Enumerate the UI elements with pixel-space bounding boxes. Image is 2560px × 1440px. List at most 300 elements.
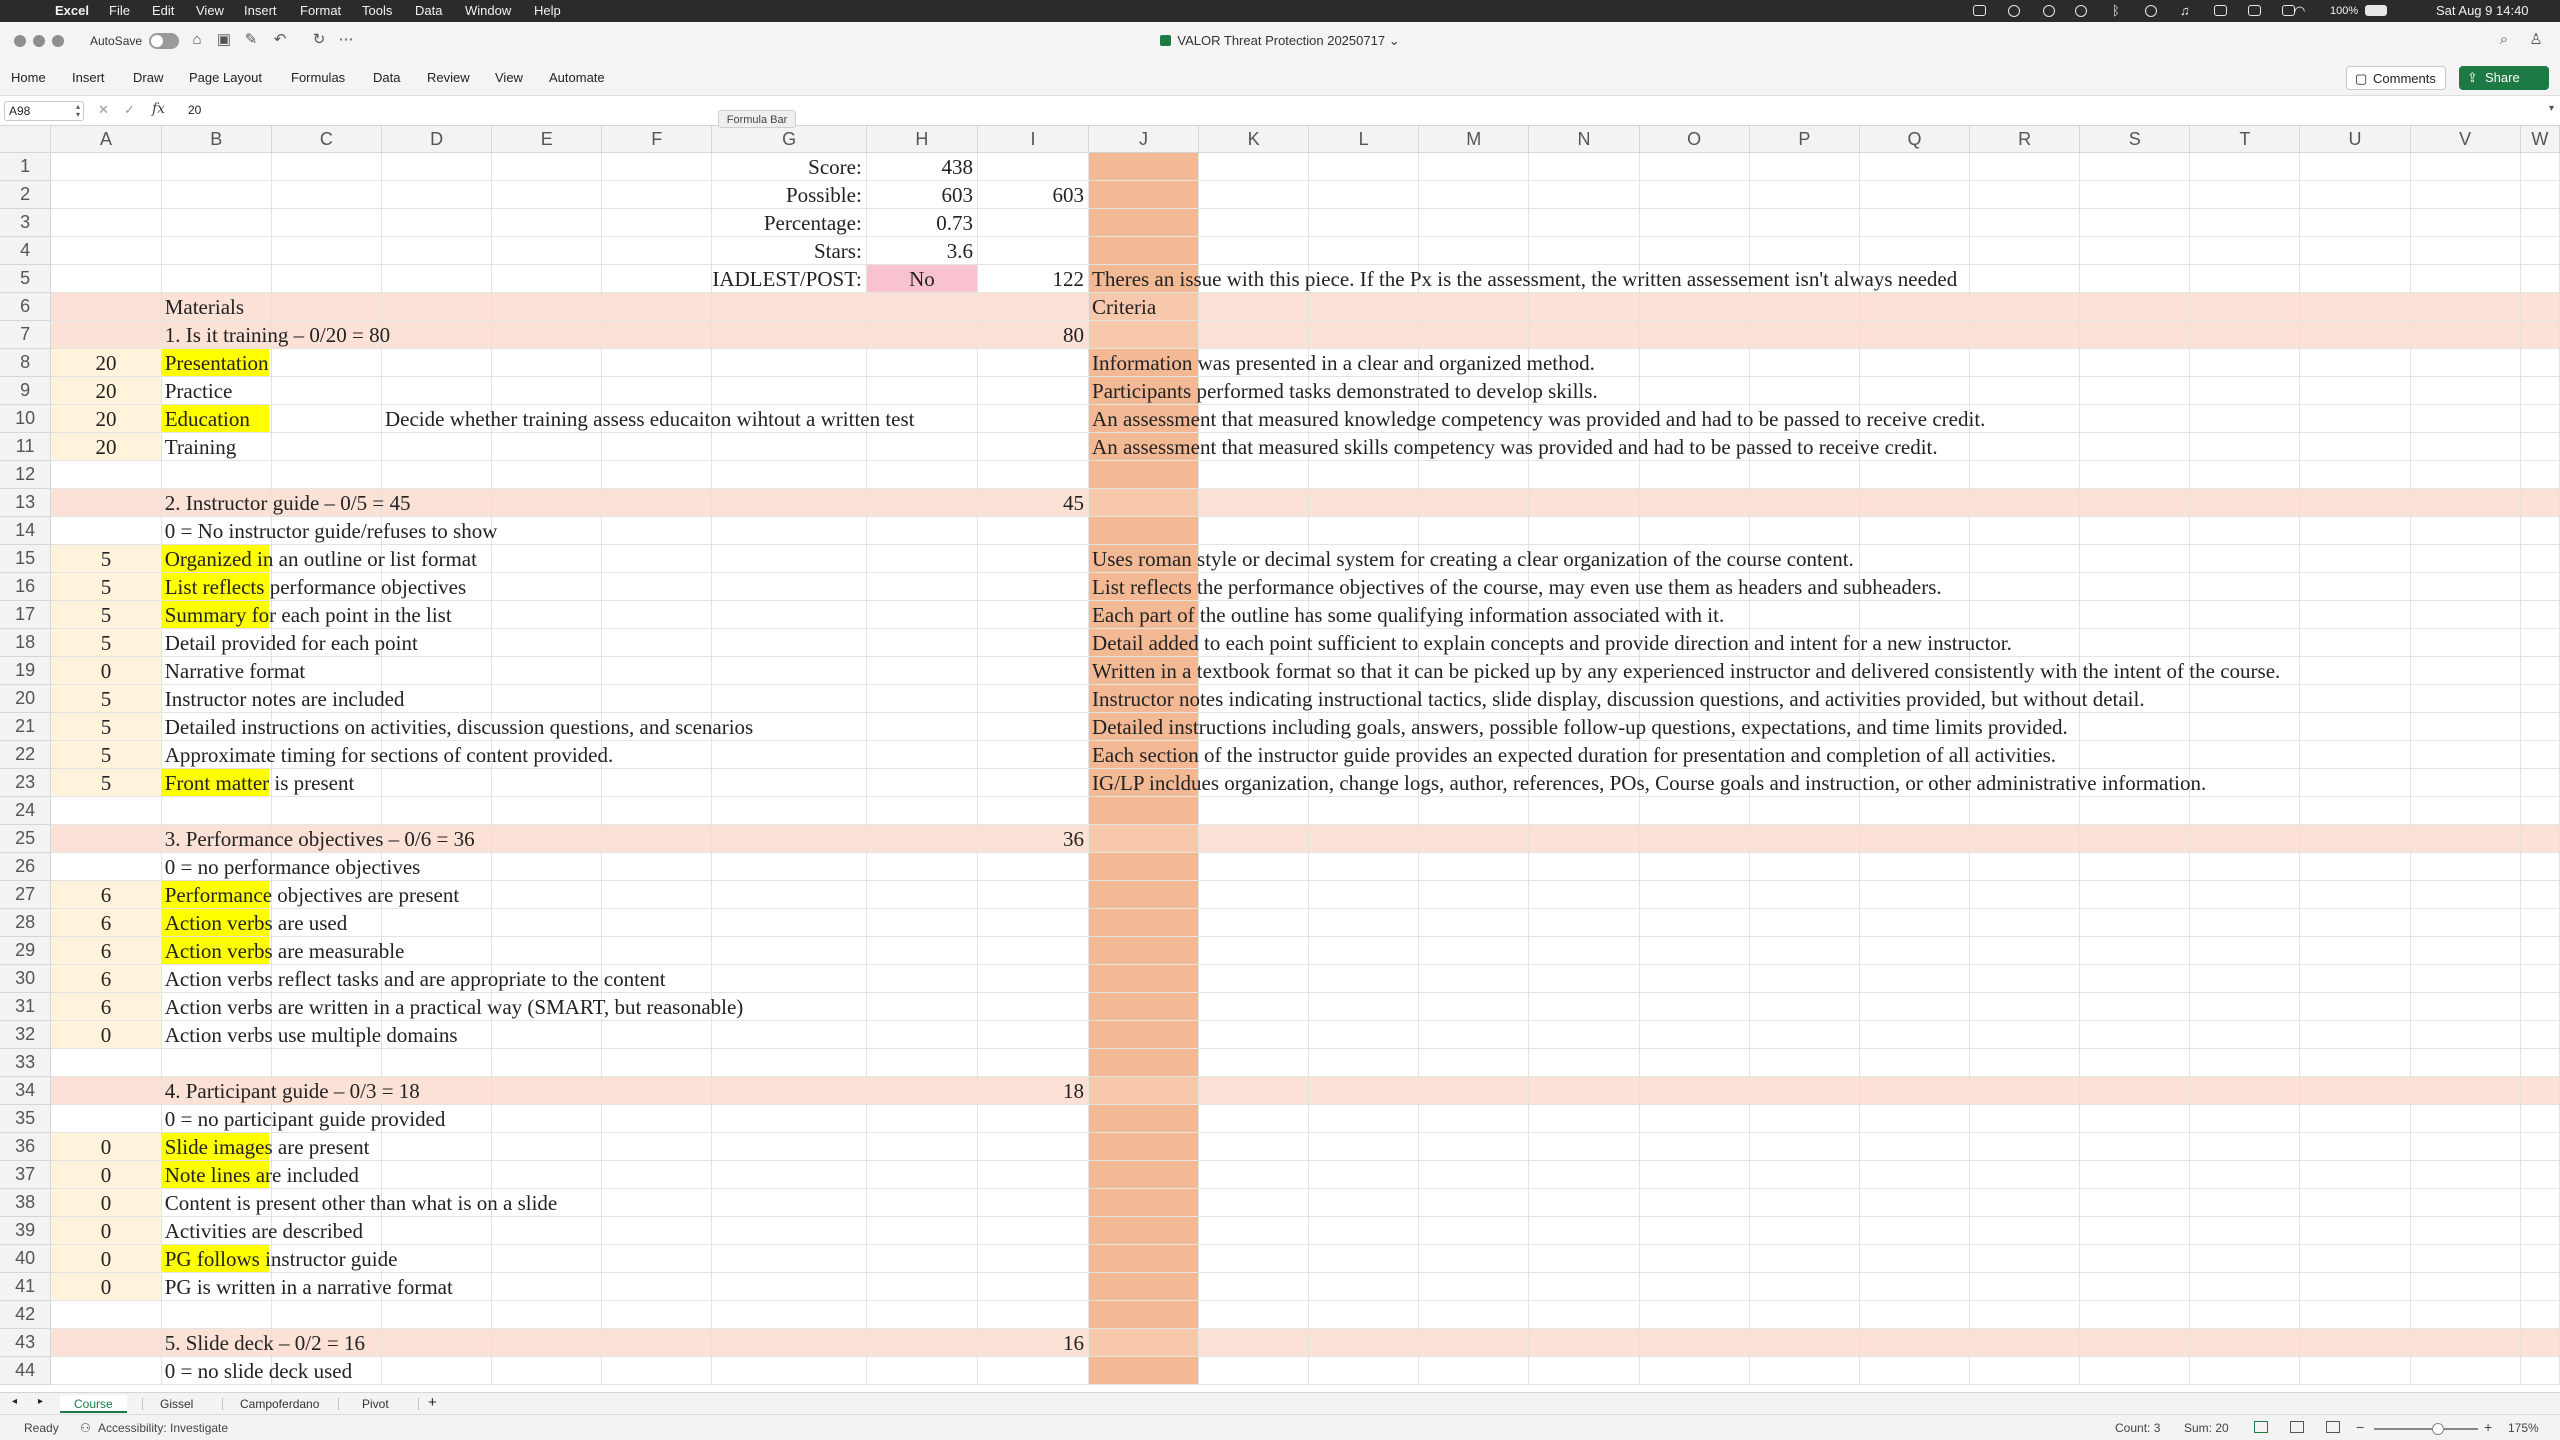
cell-l33[interactable] xyxy=(1309,1049,1419,1077)
cell-w7[interactable] xyxy=(2520,321,2559,349)
cell-r32[interactable] xyxy=(1970,1021,2080,1049)
cell-e34[interactable] xyxy=(492,1077,602,1105)
cell-k36[interactable] xyxy=(1199,1133,1309,1161)
cell-e32[interactable] xyxy=(492,1021,602,1049)
cell-b1[interactable] xyxy=(161,153,271,181)
row-header[interactable]: 26 xyxy=(0,853,51,881)
cell-u10[interactable] xyxy=(2300,405,2410,433)
cell-g25[interactable] xyxy=(712,825,866,853)
cell-a24[interactable] xyxy=(51,797,161,825)
cell-t42[interactable] xyxy=(2190,1301,2300,1329)
cell-b28[interactable] xyxy=(161,909,348,937)
cell-f9[interactable] xyxy=(602,377,712,405)
cell-a30[interactable] xyxy=(51,965,161,993)
cell-r10[interactable] xyxy=(1970,405,2080,433)
cell-h27[interactable] xyxy=(866,881,977,909)
wifi-icon[interactable]: ◠ xyxy=(2294,3,2306,18)
cell-f14[interactable] xyxy=(602,517,712,545)
cell-q7[interactable] xyxy=(1859,321,1969,349)
cell-n3[interactable] xyxy=(1529,209,1639,237)
cell-e17[interactable] xyxy=(492,601,602,629)
cell-u24[interactable] xyxy=(2300,797,2410,825)
cell-a42[interactable] xyxy=(51,1301,161,1329)
cell-w44[interactable] xyxy=(2520,1357,2559,1385)
cell-r7[interactable] xyxy=(1970,321,2080,349)
cell-v15[interactable] xyxy=(2410,545,2520,573)
cell-q44[interactable] xyxy=(1859,1357,1969,1385)
cell-h24[interactable] xyxy=(866,797,977,825)
cell-k6[interactable] xyxy=(1199,293,1309,321)
cell-w11[interactable] xyxy=(2520,433,2559,461)
cell-v6[interactable] xyxy=(2410,293,2520,321)
cell-q32[interactable] xyxy=(1859,1021,1969,1049)
column-header-e[interactable]: E xyxy=(492,126,602,153)
cell-r12[interactable] xyxy=(1970,461,2080,489)
cell-j33[interactable] xyxy=(1089,1049,1199,1077)
cell-w34[interactable] xyxy=(2520,1077,2559,1105)
cell-v11[interactable] xyxy=(2410,433,2520,461)
cell-h26[interactable] xyxy=(866,853,977,881)
cell-f2[interactable] xyxy=(602,181,712,209)
cell-r35[interactable] xyxy=(1970,1105,2080,1133)
cell-p39[interactable] xyxy=(1749,1217,1859,1245)
menu-file[interactable]: File xyxy=(109,3,130,18)
cell-g5[interactable] xyxy=(712,265,866,293)
cell-t39[interactable] xyxy=(2190,1217,2300,1245)
cell-a5[interactable] xyxy=(51,265,161,293)
select-all-corner[interactable] xyxy=(0,126,51,153)
cell-l36[interactable] xyxy=(1309,1133,1419,1161)
cell-v40[interactable] xyxy=(2410,1245,2520,1273)
cell-p29[interactable] xyxy=(1749,937,1859,965)
cell-a25[interactable] xyxy=(51,825,161,853)
cell-o8[interactable] xyxy=(1639,349,1749,377)
cell-t28[interactable] xyxy=(2190,909,2300,937)
cell-r42[interactable] xyxy=(1970,1301,2080,1329)
cell-i42[interactable] xyxy=(978,1301,1089,1329)
cell-s27[interactable] xyxy=(2080,881,2190,909)
cell-t41[interactable] xyxy=(2190,1273,2300,1301)
cell-s41[interactable] xyxy=(2080,1273,2190,1301)
cell-i13[interactable] xyxy=(978,489,1089,517)
cell-u30[interactable] xyxy=(2300,965,2410,993)
cell-d9[interactable] xyxy=(382,377,492,405)
cell-c12[interactable] xyxy=(271,461,381,489)
cell-i44[interactable] xyxy=(978,1357,1089,1385)
cell-g15[interactable] xyxy=(712,545,866,573)
cell-i28[interactable] xyxy=(978,909,1089,937)
cell-m26[interactable] xyxy=(1419,853,1529,881)
cell-o12[interactable] xyxy=(1639,461,1749,489)
cell-s15[interactable] xyxy=(2080,545,2190,573)
tab-home[interactable]: Home xyxy=(11,70,46,85)
minimize-window-button[interactable] xyxy=(33,35,45,47)
page-layout-view-icon[interactable] xyxy=(2290,1421,2304,1433)
cell-s5[interactable] xyxy=(2080,265,2190,293)
cell-r38[interactable] xyxy=(1970,1189,2080,1217)
cell-d6[interactable] xyxy=(382,293,492,321)
cell-l6[interactable] xyxy=(1309,293,1419,321)
cell-w43[interactable] xyxy=(2520,1329,2559,1357)
cell-r24[interactable] xyxy=(1970,797,2080,825)
cell-h16[interactable] xyxy=(866,573,977,601)
cell-i34[interactable] xyxy=(978,1077,1089,1105)
cell-w16[interactable] xyxy=(2520,573,2559,601)
cell-a34[interactable] xyxy=(51,1077,161,1105)
cell-n39[interactable] xyxy=(1529,1217,1639,1245)
cell-a31[interactable] xyxy=(51,993,161,1021)
cell-g36[interactable] xyxy=(712,1133,866,1161)
cell-e28[interactable] xyxy=(492,909,602,937)
cell-t22[interactable] xyxy=(2190,741,2300,769)
cell-i29[interactable] xyxy=(978,937,1089,965)
cell-r17[interactable] xyxy=(1970,601,2080,629)
cell-j30[interactable] xyxy=(1089,965,1199,993)
row-header[interactable]: 22 xyxy=(0,741,51,769)
tab-review[interactable]: Review xyxy=(427,70,470,85)
column-header-m[interactable]: M xyxy=(1419,126,1529,153)
cell-l2[interactable] xyxy=(1309,181,1419,209)
cell-o13[interactable] xyxy=(1639,489,1749,517)
cell-w4[interactable] xyxy=(2520,237,2559,265)
cell-i4[interactable] xyxy=(978,237,1089,265)
cell-u44[interactable] xyxy=(2300,1357,2410,1385)
cell-v37[interactable] xyxy=(2410,1161,2520,1189)
cell-r27[interactable] xyxy=(1970,881,2080,909)
cell-o9[interactable] xyxy=(1639,377,1749,405)
cell-i40[interactable] xyxy=(978,1245,1089,1273)
autosave-toggle[interactable] xyxy=(149,33,179,49)
cell-g9[interactable] xyxy=(712,377,866,405)
cell-f20[interactable] xyxy=(602,685,712,713)
cell-j36[interactable] xyxy=(1089,1133,1199,1161)
cell-g20[interactable] xyxy=(712,685,866,713)
cell-s4[interactable] xyxy=(2080,237,2190,265)
cell-q14[interactable] xyxy=(1859,517,1969,545)
column-header-v[interactable]: V xyxy=(2410,126,2520,153)
cell-m13[interactable] xyxy=(1419,489,1529,517)
cell-r6[interactable] xyxy=(1970,293,2080,321)
row-header[interactable]: 14 xyxy=(0,517,51,545)
cell-i17[interactable] xyxy=(978,601,1089,629)
cell-u5[interactable] xyxy=(2300,265,2410,293)
cell-q2[interactable] xyxy=(1859,181,1969,209)
cell-r11[interactable] xyxy=(1970,433,2080,461)
cell-b39[interactable] xyxy=(161,1217,363,1245)
cell-u37[interactable] xyxy=(2300,1161,2410,1189)
cell-k44[interactable] xyxy=(1199,1357,1309,1385)
cell-u6[interactable] xyxy=(2300,293,2410,321)
cell-d40[interactable] xyxy=(382,1245,492,1273)
cell-u35[interactable] xyxy=(2300,1105,2410,1133)
cell-s29[interactable] xyxy=(2080,937,2190,965)
cell-a35[interactable] xyxy=(51,1105,161,1133)
cell-c2[interactable] xyxy=(271,181,381,209)
cell-k37[interactable] xyxy=(1199,1161,1309,1189)
row-header[interactable]: 36 xyxy=(0,1133,51,1161)
cell-k30[interactable] xyxy=(1199,965,1309,993)
zoom-slider[interactable] xyxy=(2374,1428,2478,1430)
cell-s18[interactable] xyxy=(2080,629,2190,657)
cell-h33[interactable] xyxy=(866,1049,977,1077)
cell-n41[interactable] xyxy=(1529,1273,1639,1301)
cell-i9[interactable] xyxy=(978,377,1089,405)
cell-h40[interactable] xyxy=(866,1245,977,1273)
cell-a16[interactable] xyxy=(51,573,161,601)
cell-o26[interactable] xyxy=(1639,853,1749,881)
cell-s25[interactable] xyxy=(2080,825,2190,853)
cell-d1[interactable] xyxy=(382,153,492,181)
cell-a6[interactable] xyxy=(51,293,161,321)
cell-f25[interactable] xyxy=(602,825,712,853)
cell-h43[interactable] xyxy=(866,1329,977,1357)
cell-w39[interactable] xyxy=(2520,1217,2559,1245)
cell-n24[interactable] xyxy=(1529,797,1639,825)
cell-g2[interactable] xyxy=(712,181,866,209)
cell-v4[interactable] xyxy=(2410,237,2520,265)
cell-b18[interactable] xyxy=(161,629,418,657)
cell-o36[interactable] xyxy=(1639,1133,1749,1161)
cell-l42[interactable] xyxy=(1309,1301,1419,1329)
cell-w40[interactable] xyxy=(2520,1245,2559,1273)
cell-b26[interactable] xyxy=(161,853,421,881)
cell-b43[interactable] xyxy=(161,1329,365,1357)
cell-a21[interactable] xyxy=(51,713,161,741)
cell-r3[interactable] xyxy=(1970,209,2080,237)
cell-i36[interactable] xyxy=(978,1133,1089,1161)
row-header[interactable]: 15 xyxy=(0,545,51,573)
cell-q17[interactable] xyxy=(1859,601,1969,629)
cell-q1[interactable] xyxy=(1859,153,1969,181)
sheet-tab-gissel[interactable]: Gissel xyxy=(160,1397,194,1411)
cell-k1[interactable] xyxy=(1199,153,1309,181)
headphones-icon[interactable]: ♫ xyxy=(2180,3,2190,18)
bluetooth-icon[interactable]: ᛒ xyxy=(2112,3,2120,18)
save-icon[interactable]: ▣ xyxy=(216,31,232,48)
cell-p26[interactable] xyxy=(1749,853,1859,881)
cell-o31[interactable] xyxy=(1639,993,1749,1021)
cell-w8[interactable] xyxy=(2520,349,2559,377)
cell-a32[interactable] xyxy=(51,1021,161,1049)
cell-s10[interactable] xyxy=(2080,405,2190,433)
cell-s43[interactable] xyxy=(2080,1329,2190,1357)
cell-u36[interactable] xyxy=(2300,1133,2410,1161)
cell-q37[interactable] xyxy=(1859,1161,1969,1189)
cell-i31[interactable] xyxy=(978,993,1089,1021)
cell-r1[interactable] xyxy=(1970,153,2080,181)
cell-v39[interactable] xyxy=(2410,1217,2520,1245)
cell-v7[interactable] xyxy=(2410,321,2520,349)
cell-v8[interactable] xyxy=(2410,349,2520,377)
cell-p30[interactable] xyxy=(1749,965,1859,993)
cell-l1[interactable] xyxy=(1309,153,1419,181)
tab-formulas[interactable]: Formulas xyxy=(291,70,346,85)
cell-p31[interactable] xyxy=(1749,993,1859,1021)
cell-i2[interactable] xyxy=(978,181,1089,209)
cell-d8[interactable] xyxy=(382,349,492,377)
column-header-i[interactable]: I xyxy=(978,126,1089,153)
menu-help[interactable]: Help xyxy=(534,3,561,18)
cell-e11[interactable] xyxy=(492,433,602,461)
row-header[interactable]: 21 xyxy=(0,713,51,741)
cell-u28[interactable] xyxy=(2300,909,2410,937)
cell-g12[interactable] xyxy=(712,461,866,489)
cell-o2[interactable] xyxy=(1639,181,1749,209)
column-header-b[interactable]: B xyxy=(161,126,271,153)
cell-e16[interactable] xyxy=(492,573,602,601)
row-header[interactable]: 9 xyxy=(0,377,51,405)
cell-k29[interactable] xyxy=(1199,937,1309,965)
column-header-t[interactable]: T xyxy=(2190,126,2300,153)
comments-button[interactable]: ▢ Comments xyxy=(2346,66,2446,90)
cell-b6[interactable] xyxy=(161,293,271,321)
cell-s13[interactable] xyxy=(2080,489,2190,517)
cell-q30[interactable] xyxy=(1859,965,1969,993)
cell-a38[interactable] xyxy=(51,1189,161,1217)
cell-h4[interactable] xyxy=(866,237,977,265)
name-box-stepper-icon[interactable]: ▴ ▾ xyxy=(75,102,80,119)
worksheet-grid[interactable] xyxy=(0,126,2560,1392)
keyboard-icon[interactable] xyxy=(2248,5,2261,16)
cell-u38[interactable] xyxy=(2300,1189,2410,1217)
cell-b34[interactable] xyxy=(161,1077,420,1105)
cell-q28[interactable] xyxy=(1859,909,1969,937)
cell-d19[interactable] xyxy=(382,657,492,685)
cell-w14[interactable] xyxy=(2520,517,2559,545)
cell-r4[interactable] xyxy=(1970,237,2080,265)
cell-f11[interactable] xyxy=(602,433,712,461)
cell-a23[interactable] xyxy=(51,769,161,797)
cell-g6[interactable] xyxy=(712,293,866,321)
accessibility-icon[interactable]: ⚇ xyxy=(80,1421,91,1435)
cell-v16[interactable] xyxy=(2410,573,2520,601)
cell-s22[interactable] xyxy=(2080,741,2190,769)
cell-o25[interactable] xyxy=(1639,825,1749,853)
cell-h28[interactable] xyxy=(866,909,977,937)
cell-o38[interactable] xyxy=(1639,1189,1749,1217)
cell-w9[interactable] xyxy=(2520,377,2559,405)
cell-p17[interactable] xyxy=(1749,601,1859,629)
cell-o34[interactable] xyxy=(1639,1077,1749,1105)
cell-i30[interactable] xyxy=(978,965,1089,993)
cell-t27[interactable] xyxy=(2190,881,2300,909)
cell-t43[interactable] xyxy=(2190,1329,2300,1357)
cell-v43[interactable] xyxy=(2410,1329,2520,1357)
cell-v20[interactable] xyxy=(2410,685,2520,713)
cell-g41[interactable] xyxy=(712,1273,866,1301)
cell-w30[interactable] xyxy=(2520,965,2559,993)
cell-a40[interactable] xyxy=(51,1245,161,1273)
cell-q31[interactable] xyxy=(1859,993,1969,1021)
cell-t16[interactable] xyxy=(2190,573,2300,601)
insert-function-button[interactable]: fx xyxy=(152,101,166,117)
cell-r41[interactable] xyxy=(1970,1273,2080,1301)
cell-i1[interactable] xyxy=(978,153,1089,181)
cell-u25[interactable] xyxy=(2300,825,2410,853)
column-header-q[interactable]: Q xyxy=(1859,126,1969,153)
cell-v26[interactable] xyxy=(2410,853,2520,881)
cell-e23[interactable] xyxy=(492,769,602,797)
cell-e24[interactable] xyxy=(492,797,602,825)
cell-k27[interactable] xyxy=(1199,881,1309,909)
cell-k38[interactable] xyxy=(1199,1189,1309,1217)
cell-j26[interactable] xyxy=(1089,853,1199,881)
cell-t8[interactable] xyxy=(2190,349,2300,377)
cell-l12[interactable] xyxy=(1309,461,1419,489)
cell-f17[interactable] xyxy=(602,601,712,629)
cell-a22[interactable] xyxy=(51,741,161,769)
cell-c4[interactable] xyxy=(271,237,381,265)
cell-d11[interactable] xyxy=(382,433,492,461)
cell-f35[interactable] xyxy=(602,1105,712,1133)
cell-o41[interactable] xyxy=(1639,1273,1749,1301)
cell-m40[interactable] xyxy=(1419,1245,1529,1273)
tab-data[interactable]: Data xyxy=(373,70,401,85)
cell-k42[interactable] xyxy=(1199,1301,1309,1329)
cell-j8[interactable] xyxy=(1089,349,1595,377)
cell-h30[interactable] xyxy=(866,965,977,993)
cell-o32[interactable] xyxy=(1639,1021,1749,1049)
cell-o33[interactable] xyxy=(1639,1049,1749,1077)
cell-l26[interactable] xyxy=(1309,853,1419,881)
cell-q25[interactable] xyxy=(1859,825,1969,853)
cell-v28[interactable] xyxy=(2410,909,2520,937)
cell-l27[interactable] xyxy=(1309,881,1419,909)
cell-l24[interactable] xyxy=(1309,797,1419,825)
status-sum[interactable]: Sum: 20 xyxy=(2184,1421,2229,1435)
cell-b12[interactable] xyxy=(161,461,271,489)
cell-u16[interactable] xyxy=(2300,573,2410,601)
cell-e39[interactable] xyxy=(492,1217,602,1245)
cell-d5[interactable] xyxy=(382,265,492,293)
cell-u9[interactable] xyxy=(2300,377,2410,405)
cell-m33[interactable] xyxy=(1419,1049,1529,1077)
cell-b4[interactable] xyxy=(161,237,271,265)
cell-s12[interactable] xyxy=(2080,461,2190,489)
cell-w38[interactable] xyxy=(2520,1189,2559,1217)
sheet-tab-course[interactable]: Course xyxy=(60,1395,127,1413)
cell-q35[interactable] xyxy=(1859,1105,1969,1133)
row-header[interactable]: 23 xyxy=(0,769,51,797)
cell-r37[interactable] xyxy=(1970,1161,2080,1189)
column-header-g[interactable]: G xyxy=(712,126,866,153)
cell-w25[interactable] xyxy=(2520,825,2559,853)
cell-t31[interactable] xyxy=(2190,993,2300,1021)
cell-o39[interactable] xyxy=(1639,1217,1749,1245)
cell-u19[interactable] xyxy=(2300,657,2410,685)
cell-l37[interactable] xyxy=(1309,1161,1419,1189)
cell-g33[interactable] xyxy=(712,1049,866,1077)
cell-v13[interactable] xyxy=(2410,489,2520,517)
cell-h31[interactable] xyxy=(866,993,977,1021)
cell-i6[interactable] xyxy=(978,293,1089,321)
cell-w28[interactable] xyxy=(2520,909,2559,937)
cell-w6[interactable] xyxy=(2520,293,2559,321)
row-header[interactable]: 7 xyxy=(0,321,51,349)
cell-h42[interactable] xyxy=(866,1301,977,1329)
cell-o40[interactable] xyxy=(1639,1245,1749,1273)
cell-p41[interactable] xyxy=(1749,1273,1859,1301)
cell-v44[interactable] xyxy=(2410,1357,2520,1385)
row-header[interactable]: 6 xyxy=(0,293,51,321)
cell-j42[interactable] xyxy=(1089,1301,1199,1329)
column-header-p[interactable]: P xyxy=(1749,126,1859,153)
cell-b13[interactable] xyxy=(161,489,411,517)
cell-p3[interactable] xyxy=(1749,209,1859,237)
cell-t44[interactable] xyxy=(2190,1357,2300,1385)
cell-j22[interactable] xyxy=(1089,741,2056,769)
cell-h23[interactable] xyxy=(866,769,977,797)
